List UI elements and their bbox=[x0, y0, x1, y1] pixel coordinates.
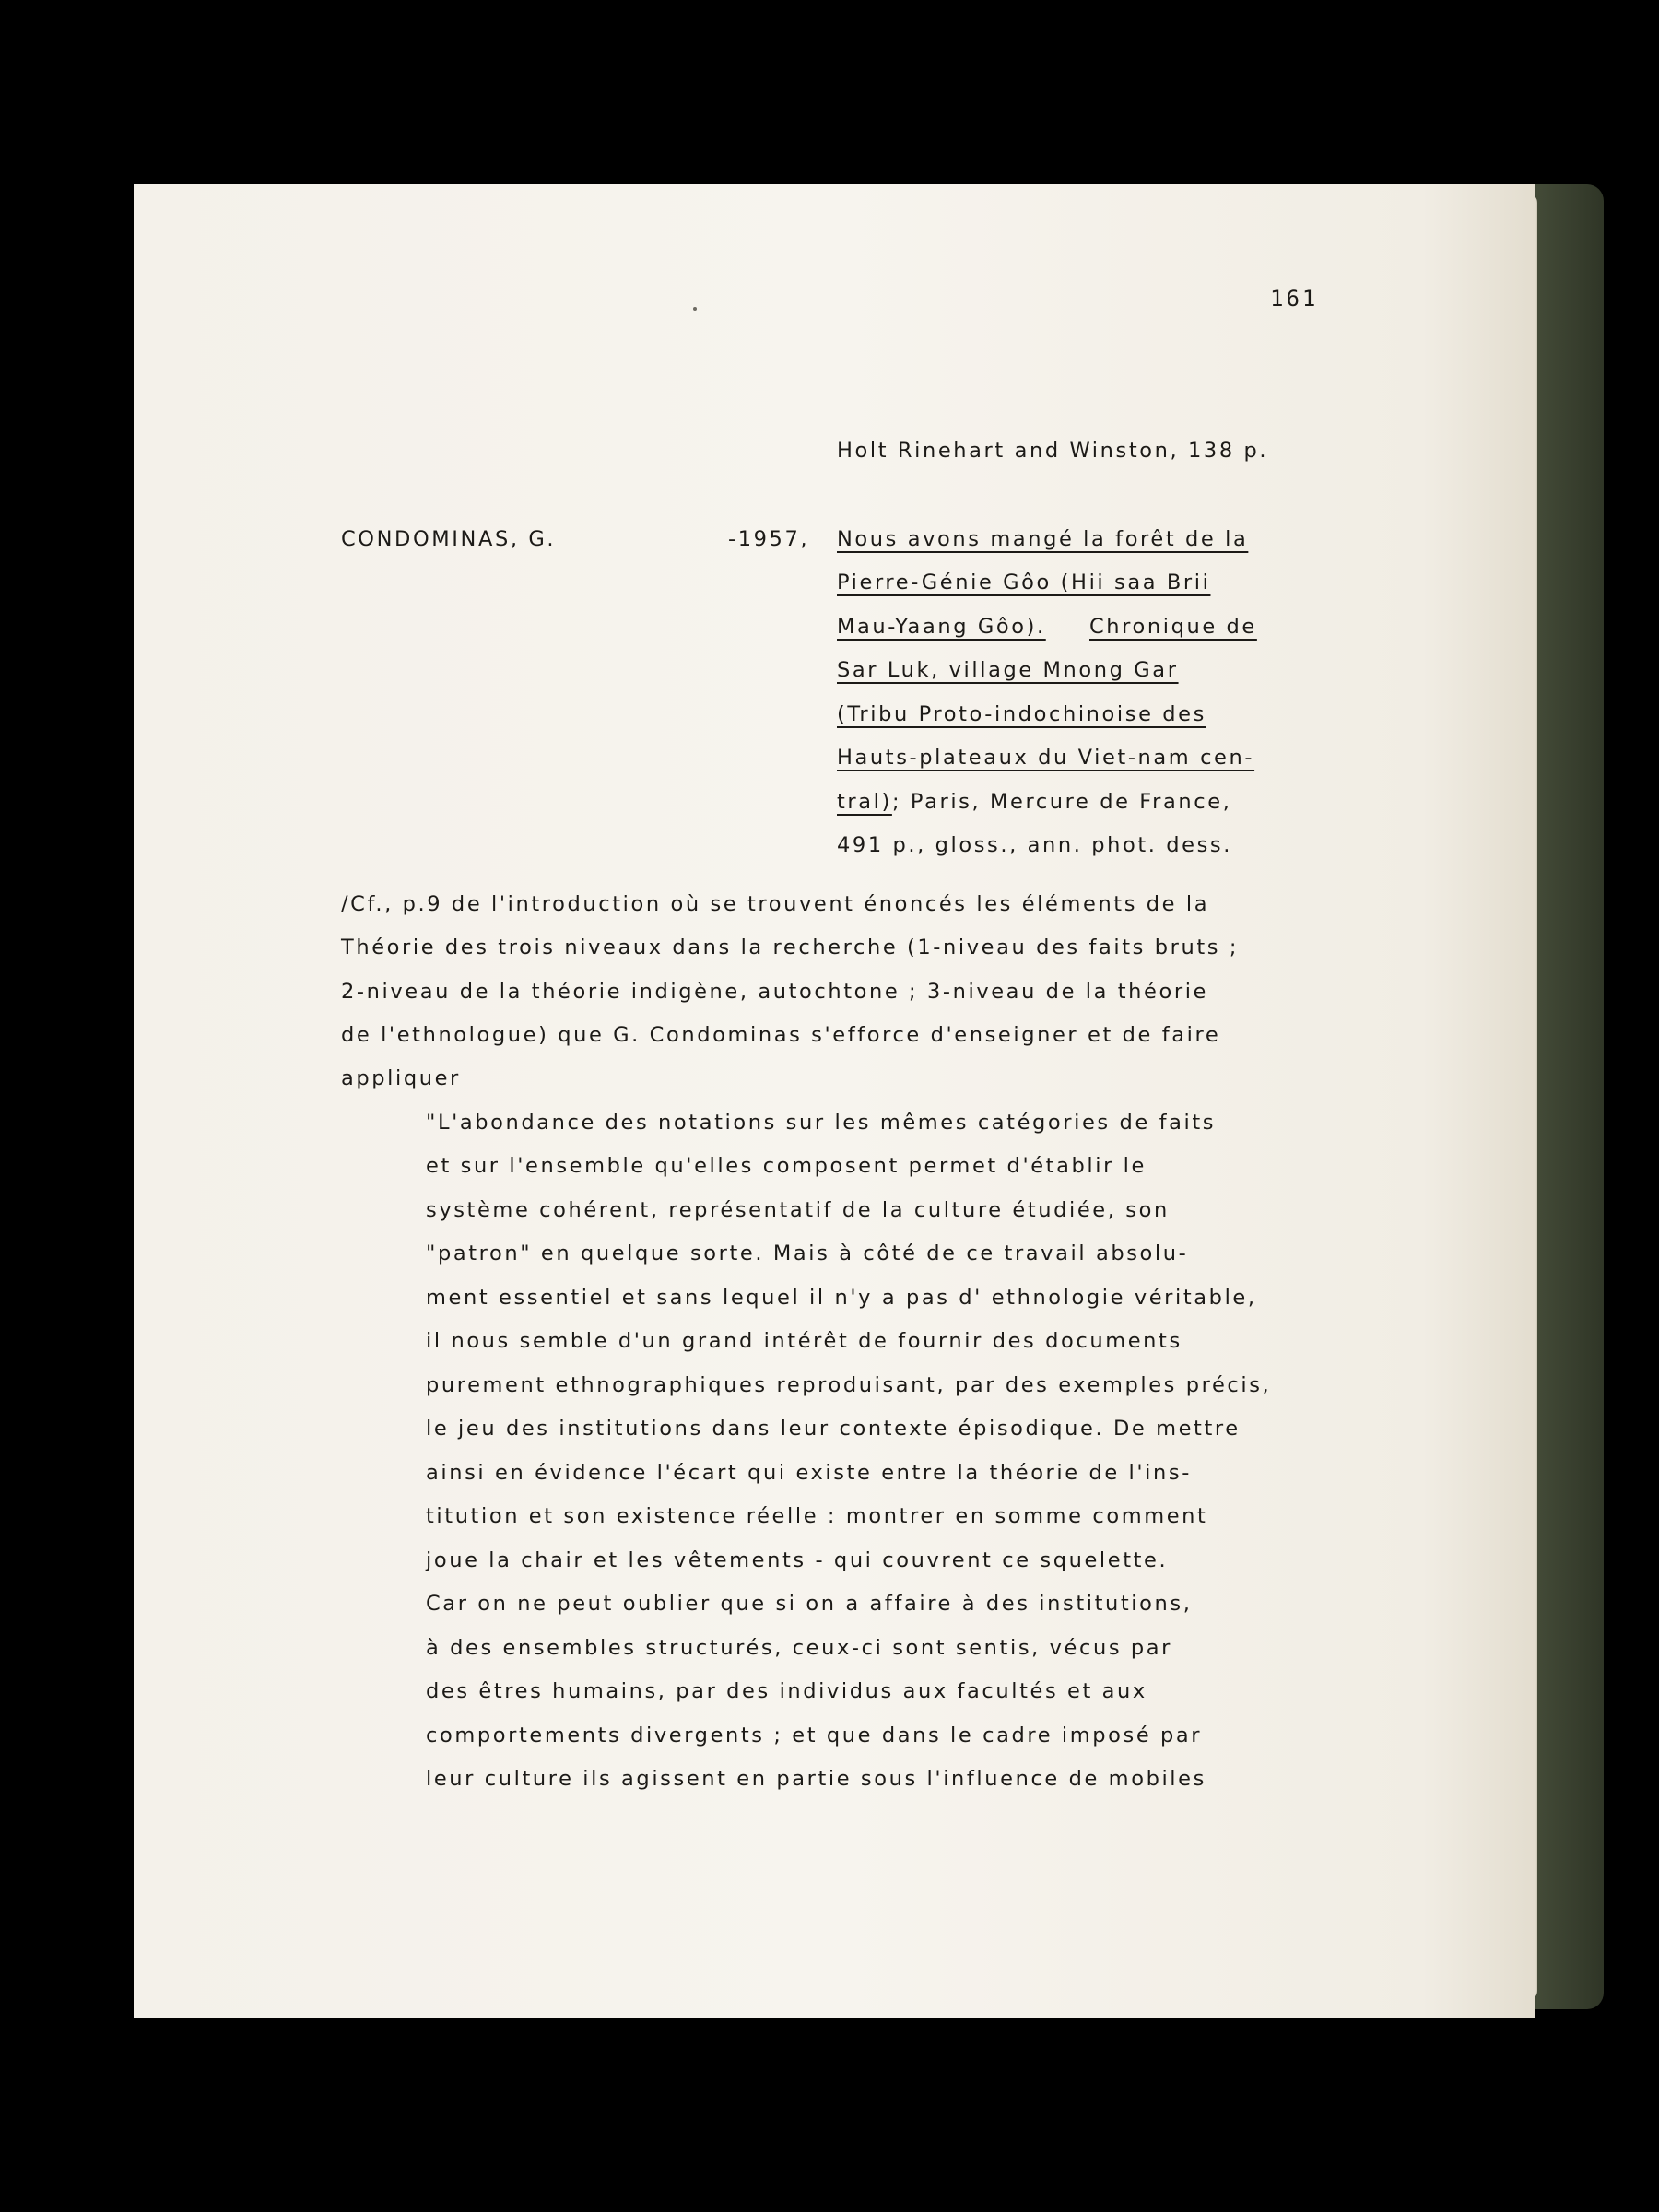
paper-speck bbox=[693, 307, 697, 311]
quote-line-14: des êtres humains, par des individus aux facultés et aux bbox=[426, 1679, 1147, 1703]
page-number: 161 bbox=[1270, 286, 1319, 312]
quote-line-7: purement ethnographiques reproduisant, par des exemples précis, bbox=[426, 1373, 1272, 1397]
comment-line-1: /Cf., p.9 de l'introduction où se trouvent énoncés les éléments de la bbox=[341, 892, 1210, 916]
quote-line-15: comportements divergents ; et que dans le cadre imposé par bbox=[426, 1724, 1203, 1747]
quote-line-9: ainsi en évidence l'écart qui existe entre la théorie de l'ins- bbox=[426, 1461, 1192, 1485]
reference-author: CONDOMINAS, G. bbox=[341, 527, 557, 551]
reference-details: 491 p., gloss., ann. phot. dess. bbox=[837, 833, 1233, 857]
comment-line-4: de l'ethnologue) que G. Condominas s'efforce d'enseigner et de faire bbox=[341, 1023, 1221, 1047]
quote-line-3: système cohérent, représentatif de la culture étudiée, son bbox=[426, 1198, 1170, 1222]
reference-title-line-3b: Chronique de bbox=[1089, 615, 1257, 639]
quote-line-13: à des ensembles structurés, ceux-ci sont sentis, vécus par bbox=[426, 1636, 1173, 1660]
comment-line-3: 2-niveau de la théorie indigène, autochtone ; 3-niveau de la théorie bbox=[341, 980, 1208, 1004]
quote-line-4: "patron" en quelque sorte. Mais à côté de ce travail absolu- bbox=[426, 1241, 1189, 1265]
comment-line-2: Théorie des trois niveaux dans la recherche (1-niveau des faits bruts ; bbox=[341, 935, 1240, 959]
reference-year: -1957, bbox=[728, 527, 810, 551]
reference-title-line-6: Hauts-plateaux du Viet-nam cen- bbox=[837, 746, 1255, 770]
quote-line-16: leur culture ils agissent en partie sous l'influence de mobiles bbox=[426, 1767, 1206, 1791]
quote-line-5: ment essentiel et sans lequel il n'y a pas d' ethnologie véritable, bbox=[426, 1286, 1257, 1310]
quote-line-8: le jeu des institutions dans leur contexte épisodique. De mettre bbox=[426, 1417, 1241, 1441]
reference-title-line-1: Nous avons mangé la forêt de la bbox=[837, 527, 1249, 551]
quote-line-1: "L'abondance des notations sur les mêmes catégories de faits bbox=[426, 1111, 1217, 1135]
reference-title-line-4: Sar Luk, village Mnong Gar bbox=[837, 658, 1179, 682]
bleed-through-reverse bbox=[272, 267, 334, 352]
publisher-line: Holt Rinehart and Winston, 138 p. bbox=[837, 439, 1269, 463]
reference-title-line-3a: Mau-Yaang Gôo). bbox=[837, 615, 1046, 639]
quote-line-2: et sur l'ensemble qu'elles composent permet d'établir le bbox=[426, 1154, 1147, 1178]
reference-place: ; Paris, Mercure de France, bbox=[892, 790, 1232, 814]
reference-title-line-2: Pierre-Génie Gôo (Hii saa Brii bbox=[837, 571, 1211, 594]
reference-title-line-7: tral) bbox=[837, 790, 892, 814]
quote-line-10: titution et son existence réelle : montrer en somme comment bbox=[426, 1504, 1208, 1528]
quote-line-11: joue la chair et les vêtements - qui couvrent ce squelette. bbox=[426, 1548, 1169, 1572]
comment-line-5: appliquer bbox=[341, 1066, 461, 1090]
reference-title-line-5: (Tribu Proto-indochinoise des bbox=[837, 702, 1206, 726]
quote-line-12: Car on ne peut oublier que si on a affaire à des institutions, bbox=[426, 1592, 1193, 1616]
quote-line-6: il nous semble d'un grand intérêt de fournir des documents bbox=[426, 1329, 1182, 1353]
